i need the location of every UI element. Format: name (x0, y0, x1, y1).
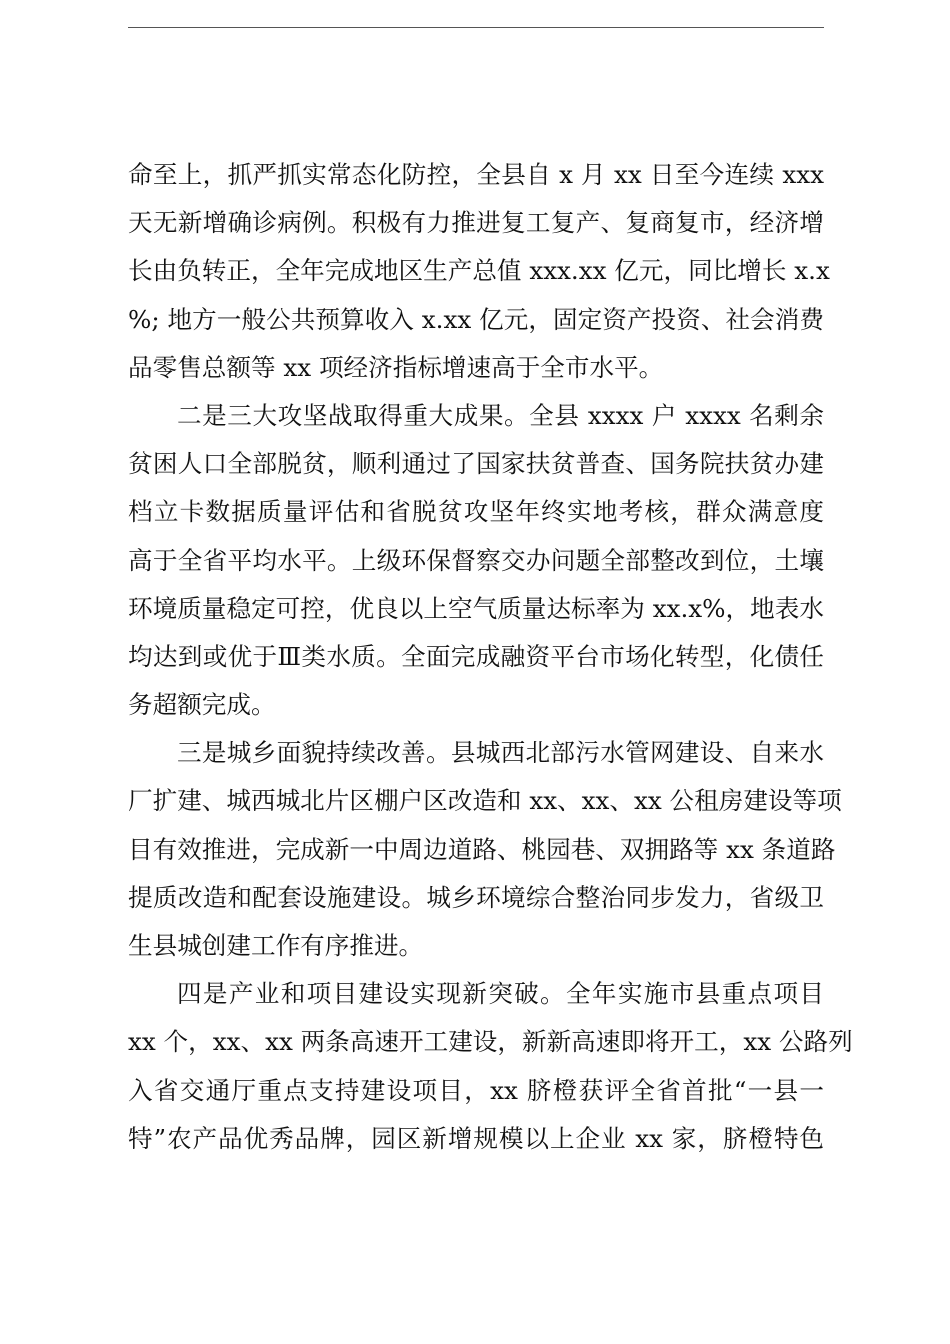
text-line: 档立卡数据质量评估和省脱贫攻坚年终实地考核，群众满意度 (128, 497, 824, 527)
text-line: 贫困人口全部脱贫，顺利通过了国家扶贫普查、国务院扶贫办建 (128, 449, 824, 479)
text-line: %; 地方一般公共预算收入 x.xx 亿元，固定资产投资、社会消费 (128, 304, 824, 334)
text-line: 提质改造和配套设施建设。城乡环境综合整治同步发力，省级卫 (128, 882, 824, 912)
text-line: 命至上，抓严抓实常态化防控，全县自 x 月 xx 日至今连续 xxx (128, 160, 824, 189)
text-line: 均达到或优于Ⅲ类水质。全面完成融资平台市场化转型，化债任 (128, 641, 824, 671)
text-line: 环境质量稳定可控，优良以上空气质量达标率为 xx.x%，地表水 (128, 593, 824, 623)
text-line: 三是城乡面貌持续改善。县城西北部污水管网建设、自来水 (177, 738, 824, 768)
text-line: 入省交通厅重点支持建设项目，xx 脐橙获评全省首批“一县一 (128, 1075, 824, 1105)
text-line: 四是产业和项目建设实现新突破。全年实施市县重点项目 (177, 979, 824, 1009)
text-line: 高于全省平均水平。上级环保督察交办问题全部整改到位，土壤 (128, 545, 824, 575)
text-line: 厂扩建、城西城北片区棚户区改造和 xx、xx、xx 公租房建设等项 (128, 786, 842, 816)
paragraph (128, 729, 842, 970)
text-line: 天无新增确诊病例。积极有力推进复工复产、复商复市，经济增 (128, 208, 824, 238)
text-line: 二是三大攻坚战取得重大成果。全县 xxxx 户 xxxx 名剩余 (177, 400, 824, 430)
paragraph (128, 151, 830, 392)
text-line: 特”农产品优秀品牌，园区新增规模以上企业 xx 家，脐橙特色 (128, 1123, 824, 1153)
document-body (128, 151, 853, 1163)
text-line: 目有效推进，完成新一中周边道路、桃园巷、双拥路等 xx 条道路 (128, 834, 836, 864)
paragraph (128, 970, 853, 1163)
header-rule (128, 27, 824, 28)
paragraph (128, 392, 824, 729)
text-line: 务超额完成。 (128, 690, 276, 720)
text-line: xx 个，xx、xx 两条高速开工建设，新新高速即将开工，xx 公路列 (128, 1027, 853, 1057)
text-line: 品零售总额等 xx 项经济指标增速高于全市水平。 (128, 352, 664, 382)
text-line: 长由负转正，全年完成地区生产总值 xxx.xx 亿元，同比增长 x.x (128, 256, 830, 286)
text-line: 生县城创建工作有序推进。 (128, 931, 424, 960)
